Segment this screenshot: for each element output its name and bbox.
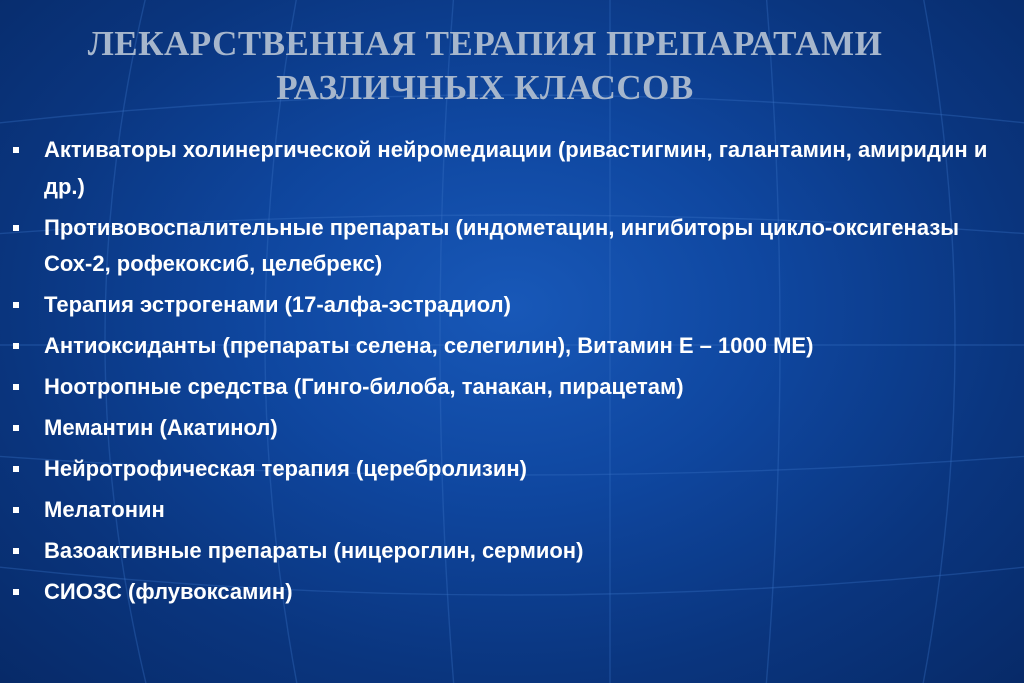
bullet-item-nootropics (0, 369, 1024, 406)
square-bullet-icon (13, 384, 19, 390)
bullet-text: Противовоспалительные препараты (индометацин, ингибиторы цикло-оксигеназы Сох-2, рофекоксиб, целебрекс) (44, 214, 960, 276)
square-bullet-icon (13, 225, 19, 231)
bullet-item-anti-inflammatory (0, 210, 1024, 283)
square-bullet-icon (13, 466, 19, 472)
bullet-item-estrogen (0, 287, 1024, 324)
bullet-item-neurotrophic (0, 451, 1024, 488)
bullet-text: Мемантин (Акатинол) (44, 415, 278, 440)
bullet-item-melatonin (0, 492, 1024, 529)
square-bullet-icon (13, 302, 19, 308)
bullet-item-vasoactive (0, 533, 1024, 570)
bullet-text: Мелатонин (44, 497, 165, 522)
square-bullet-icon (13, 147, 19, 153)
square-bullet-icon (13, 425, 19, 431)
bullet-text: Терапия эстрогенами (17-алфа-эстрадиол) (44, 292, 511, 317)
bullet-item-antioxidants (0, 328, 1024, 365)
bullet-text: Нейротрофическая терапия (церебролизин) (44, 456, 527, 481)
bullet-item-ssri (0, 574, 1024, 611)
title-line-2: РАЗЛИЧНЫХ КЛАССОВ (276, 68, 694, 107)
square-bullet-icon (13, 589, 19, 595)
slide-title (0, 22, 970, 110)
square-bullet-icon (13, 343, 19, 349)
bullet-item-cholinergic (0, 132, 1024, 205)
bullet-item-memantine (0, 410, 1024, 447)
square-bullet-icon (13, 507, 19, 513)
title-line-1: ЛЕКАРСТВЕННАЯ ТЕРАПИЯ ПРЕПАРАТАМИ (87, 24, 883, 63)
bullet-text: Активаторы холинергической нейромедиации (ривастигмин, галантамин, амиридин и др.) (44, 137, 988, 199)
bullet-text: СИОЗС (флувоксамин) (44, 579, 293, 604)
square-bullet-icon (13, 548, 19, 554)
bullet-text: Вазоактивные препараты (ницероглин, сермион) (44, 538, 584, 563)
bullet-text: Ноотропные средства (Гинго-билоба, танакан, пирацетам) (44, 374, 684, 399)
bullet-list (0, 132, 1024, 615)
bullet-text: Антиоксиданты (препараты селена, селегилин), Витамин Е – 1000 МЕ) (44, 333, 814, 358)
